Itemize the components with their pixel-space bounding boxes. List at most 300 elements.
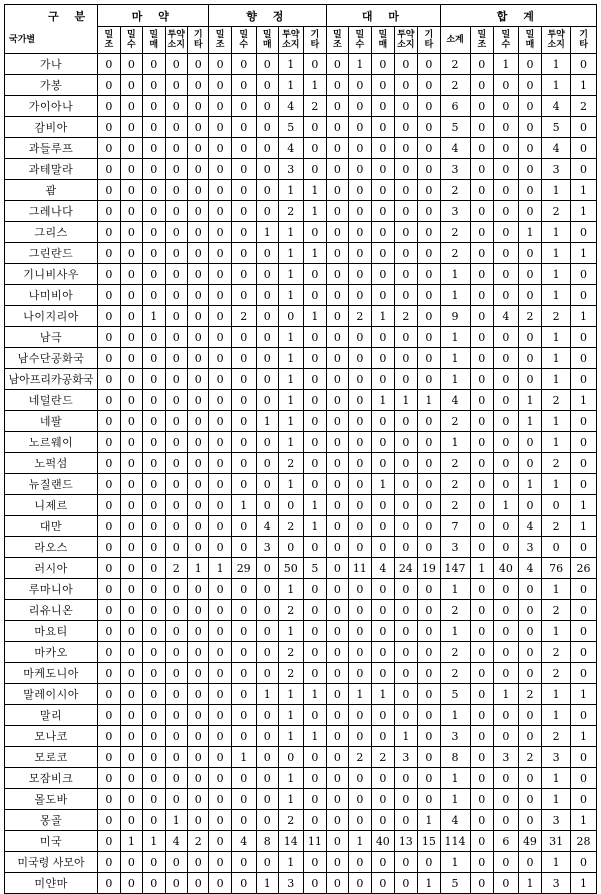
value-cell: 0	[571, 705, 597, 726]
value-cell: 0	[418, 138, 441, 159]
sub-header: 기타	[571, 27, 597, 54]
value-cell: 2	[278, 600, 303, 621]
value-cell: 0	[98, 222, 120, 243]
value-cell: 0	[120, 159, 142, 180]
value-cell: 0	[98, 726, 120, 747]
sub-header: 밀조	[98, 27, 120, 54]
value-cell: 0	[470, 159, 494, 180]
value-cell: 2	[440, 75, 470, 96]
value-cell: 0	[209, 747, 231, 768]
value-cell: 1	[440, 327, 470, 348]
value-cell: 0	[165, 159, 187, 180]
value-cell: 0	[418, 327, 441, 348]
table-row	[5, 306, 597, 327]
value-cell: 0	[418, 180, 441, 201]
country-cell: 니제르	[5, 495, 98, 516]
value-cell: 0	[470, 411, 494, 432]
value-cell: 0	[120, 201, 142, 222]
value-cell: 1	[440, 348, 470, 369]
value-cell: 0	[98, 705, 120, 726]
value-cell: 0	[372, 789, 394, 810]
value-cell: 0	[470, 180, 494, 201]
value-cell: 0	[394, 453, 418, 474]
value-cell: 0	[327, 180, 348, 201]
value-cell: 1	[278, 852, 303, 873]
value-cell: 0	[165, 600, 187, 621]
value-cell: 0	[209, 726, 231, 747]
value-cell: 1	[542, 222, 571, 243]
table-row	[5, 369, 597, 390]
table-row	[5, 285, 597, 306]
value-cell: 0	[143, 432, 165, 453]
value-cell: 0	[143, 768, 165, 789]
value-cell: 1	[440, 705, 470, 726]
value-cell: 0	[256, 579, 278, 600]
value-cell: 3	[256, 537, 278, 558]
value-cell: 0	[470, 579, 494, 600]
value-cell: 0	[494, 138, 519, 159]
value-cell: 1	[278, 768, 303, 789]
value-cell: 1	[494, 684, 519, 705]
value-cell: 0	[143, 117, 165, 138]
value-cell: 0	[494, 96, 519, 117]
value-cell: 0	[394, 810, 418, 831]
value-cell: 0	[98, 390, 120, 411]
value-cell: 15	[418, 831, 441, 852]
value-cell: 2	[278, 516, 303, 537]
value-cell: 6	[440, 96, 470, 117]
table-row	[5, 159, 597, 180]
value-cell: 0	[98, 327, 120, 348]
value-cell: 0	[418, 96, 441, 117]
value-cell: 0	[303, 453, 327, 474]
value-cell: 0	[394, 411, 418, 432]
value-cell: 3	[542, 873, 571, 894]
value-cell: 13	[394, 831, 418, 852]
value-cell: 0	[470, 600, 494, 621]
value-cell: 0	[231, 285, 256, 306]
value-cell: 0	[348, 432, 372, 453]
value-cell: 0	[256, 180, 278, 201]
value-cell: 0	[327, 222, 348, 243]
value-cell: 2	[440, 411, 470, 432]
value-cell: 0	[256, 621, 278, 642]
value-cell: 0	[418, 285, 441, 306]
value-cell: 0	[394, 54, 418, 75]
value-cell: 0	[120, 411, 142, 432]
value-cell: 0	[470, 642, 494, 663]
value-cell: 0	[231, 726, 256, 747]
sub-header: 밀매	[518, 27, 542, 54]
value-cell: 0	[165, 516, 187, 537]
table-row	[5, 390, 597, 411]
value-cell: 0	[209, 201, 231, 222]
value-cell: 0	[518, 579, 542, 600]
table-row	[5, 453, 597, 474]
value-cell: 0	[143, 453, 165, 474]
value-cell: 0	[143, 537, 165, 558]
value-cell: 3	[278, 873, 303, 894]
value-cell: 0	[394, 684, 418, 705]
value-cell: 0	[231, 684, 256, 705]
sub-header: 밀조	[327, 27, 348, 54]
value-cell: 0	[256, 264, 278, 285]
value-cell: 0	[143, 579, 165, 600]
value-cell: 1	[542, 474, 571, 495]
value-cell: 1	[231, 495, 256, 516]
value-cell: 0	[348, 138, 372, 159]
value-cell: 0	[518, 663, 542, 684]
value-cell: 0	[372, 180, 394, 201]
value-cell: 1	[372, 474, 394, 495]
value-cell: 0	[494, 705, 519, 726]
value-cell: 0	[98, 201, 120, 222]
value-cell: 0	[470, 327, 494, 348]
value-cell: 0	[256, 432, 278, 453]
value-cell: 0	[327, 684, 348, 705]
value-cell: 0	[120, 96, 142, 117]
value-cell: 1	[440, 789, 470, 810]
value-cell: 0	[518, 852, 542, 873]
value-cell: 0	[256, 201, 278, 222]
value-cell: 0	[98, 285, 120, 306]
table-row	[5, 327, 597, 348]
value-cell: 1	[303, 684, 327, 705]
value-cell: 0	[187, 390, 208, 411]
value-cell: 0	[231, 453, 256, 474]
value-cell: 0	[120, 495, 142, 516]
value-cell: 0	[327, 243, 348, 264]
value-cell: 0	[494, 411, 519, 432]
value-cell: 0	[209, 432, 231, 453]
value-cell: 0	[143, 663, 165, 684]
value-cell: 0	[98, 54, 120, 75]
value-cell: 1	[278, 369, 303, 390]
value-cell: 0	[394, 117, 418, 138]
value-cell: 0	[571, 222, 597, 243]
value-cell: 0	[256, 558, 278, 579]
value-cell: 0	[394, 180, 418, 201]
value-cell: 0	[303, 327, 327, 348]
value-cell: 0	[518, 642, 542, 663]
value-cell: 0	[98, 138, 120, 159]
country-cell: 마요티	[5, 621, 98, 642]
table-row	[5, 663, 597, 684]
value-cell: 0	[120, 684, 142, 705]
value-cell: 1	[542, 684, 571, 705]
value-cell: 0	[209, 243, 231, 264]
country-cell: 모잠비크	[5, 768, 98, 789]
value-cell: 1	[571, 810, 597, 831]
sub-header: 밀수	[348, 27, 372, 54]
value-cell: 0	[143, 621, 165, 642]
value-cell: 0	[209, 306, 231, 327]
value-cell: 0	[303, 852, 327, 873]
value-cell: 0	[470, 390, 494, 411]
value-cell: 1	[571, 243, 597, 264]
value-cell: 0	[165, 789, 187, 810]
value-cell: 0	[209, 285, 231, 306]
value-cell: 0	[256, 726, 278, 747]
value-cell: 0	[348, 579, 372, 600]
value-cell: 0	[165, 138, 187, 159]
value-cell: 0	[518, 96, 542, 117]
value-cell: 0	[98, 159, 120, 180]
value-cell: 0	[231, 663, 256, 684]
header-row-subcolumns	[5, 27, 597, 54]
value-cell: 49	[518, 831, 542, 852]
country-cell: 나이지리아	[5, 306, 98, 327]
value-cell: 0	[571, 537, 597, 558]
value-cell: 0	[209, 831, 231, 852]
value-cell: 0	[187, 747, 208, 768]
value-cell: 0	[303, 768, 327, 789]
value-cell: 0	[165, 873, 187, 894]
value-cell: 0	[327, 747, 348, 768]
value-cell: 0	[231, 201, 256, 222]
value-cell: 0	[571, 579, 597, 600]
value-cell: 0	[187, 306, 208, 327]
value-cell: 0	[256, 768, 278, 789]
value-cell: 0	[165, 390, 187, 411]
value-cell: 0	[394, 222, 418, 243]
value-cell: 0	[256, 54, 278, 75]
value-cell: 0	[120, 474, 142, 495]
value-cell: 0	[120, 264, 142, 285]
value-cell: 1	[440, 285, 470, 306]
value-cell: 1	[494, 54, 519, 75]
value-cell: 0	[187, 369, 208, 390]
value-cell: 1	[542, 768, 571, 789]
header-row-groups	[5, 5, 597, 27]
value-cell: 0	[187, 117, 208, 138]
country-cell: 그레나다	[5, 201, 98, 222]
value-cell: 0	[98, 96, 120, 117]
value-cell: 0	[143, 726, 165, 747]
value-cell: 0	[394, 705, 418, 726]
country-cell: 감비아	[5, 117, 98, 138]
value-cell: 0	[303, 789, 327, 810]
country-cell: 기니비사우	[5, 264, 98, 285]
value-cell: 0	[372, 285, 394, 306]
corner-top-label: 구 분	[5, 5, 98, 27]
value-cell: 0	[98, 474, 120, 495]
value-cell: 0	[165, 705, 187, 726]
value-cell: 0	[165, 495, 187, 516]
country-cell: 말리	[5, 705, 98, 726]
value-cell: 1	[256, 222, 278, 243]
value-cell: 0	[418, 537, 441, 558]
value-cell: 0	[494, 285, 519, 306]
value-cell: 0	[394, 579, 418, 600]
table-row	[5, 54, 597, 75]
value-cell: 3	[440, 537, 470, 558]
value-cell: 0	[231, 243, 256, 264]
value-cell: 1	[256, 411, 278, 432]
value-cell: 0	[209, 75, 231, 96]
value-cell: 1	[542, 180, 571, 201]
value-cell: 0	[327, 369, 348, 390]
value-cell: 0	[165, 726, 187, 747]
value-cell: 1	[278, 411, 303, 432]
value-cell: 0	[143, 264, 165, 285]
value-cell: 0	[394, 348, 418, 369]
value-cell: 1	[440, 852, 470, 873]
value-cell: 0	[143, 705, 165, 726]
value-cell: 0	[494, 600, 519, 621]
value-cell: 2	[440, 495, 470, 516]
value-cell: 0	[303, 537, 327, 558]
value-cell: 5	[440, 684, 470, 705]
value-cell: 0	[98, 600, 120, 621]
value-cell: 0	[209, 873, 231, 894]
value-cell: 0	[209, 537, 231, 558]
value-cell: 1	[187, 558, 208, 579]
value-cell: 2	[440, 180, 470, 201]
sub-header: 투약소지	[165, 27, 187, 54]
value-cell: 0	[372, 369, 394, 390]
value-cell: 0	[418, 852, 441, 873]
value-cell: 0	[348, 495, 372, 516]
value-cell: 0	[231, 516, 256, 537]
value-cell: 0	[394, 75, 418, 96]
country-cell: 괌	[5, 180, 98, 201]
value-cell: 1	[542, 264, 571, 285]
value-cell: 2	[303, 96, 327, 117]
value-cell: 0	[187, 159, 208, 180]
value-cell: 0	[372, 852, 394, 873]
country-cell: 뉴질랜드	[5, 474, 98, 495]
value-cell: 0	[518, 75, 542, 96]
table-row	[5, 75, 597, 96]
value-cell: 0	[348, 768, 372, 789]
value-cell: 1	[470, 558, 494, 579]
value-cell: 0	[470, 75, 494, 96]
value-cell: 2	[440, 474, 470, 495]
value-cell: 0	[394, 159, 418, 180]
value-cell: 0	[418, 369, 441, 390]
value-cell: 0	[470, 201, 494, 222]
value-cell: 1	[278, 705, 303, 726]
value-cell: 0	[143, 201, 165, 222]
value-cell: 0	[372, 705, 394, 726]
value-cell: 0	[327, 873, 348, 894]
value-cell: 0	[348, 789, 372, 810]
value-cell: 0	[120, 768, 142, 789]
value-cell: 0	[187, 432, 208, 453]
value-cell: 0	[571, 453, 597, 474]
value-cell: 0	[418, 516, 441, 537]
value-cell: 0	[418, 117, 441, 138]
value-cell: 0	[278, 495, 303, 516]
value-cell: 0	[278, 537, 303, 558]
country-cell: 노퍽섬	[5, 453, 98, 474]
table-row	[5, 642, 597, 663]
value-cell: 0	[470, 495, 494, 516]
value-cell: 0	[120, 180, 142, 201]
value-cell: 1	[394, 726, 418, 747]
value-cell: 0	[470, 54, 494, 75]
value-cell: 0	[348, 117, 372, 138]
value-cell: 0	[143, 495, 165, 516]
value-cell: 0	[418, 159, 441, 180]
value-cell: 0	[327, 705, 348, 726]
value-cell: 0	[348, 663, 372, 684]
sub-header: 기타	[418, 27, 441, 54]
value-cell: 0	[187, 327, 208, 348]
value-cell: 0	[187, 516, 208, 537]
value-cell: 0	[187, 453, 208, 474]
value-cell: 0	[348, 243, 372, 264]
sub-header: 기타	[187, 27, 208, 54]
value-cell: 0	[372, 348, 394, 369]
value-cell: 0	[303, 348, 327, 369]
value-cell: 0	[209, 159, 231, 180]
value-cell: 0	[327, 516, 348, 537]
value-cell: 3	[440, 159, 470, 180]
value-cell: 0	[348, 852, 372, 873]
value-cell: 0	[348, 285, 372, 306]
value-cell: 2	[542, 453, 571, 474]
value-cell: 0	[98, 495, 120, 516]
value-cell: 0	[303, 264, 327, 285]
value-cell: 0	[571, 600, 597, 621]
value-cell: 0	[327, 831, 348, 852]
value-cell: 0	[143, 873, 165, 894]
value-cell: 0	[209, 600, 231, 621]
value-cell: 0	[143, 411, 165, 432]
value-cell: 0	[494, 642, 519, 663]
value-cell: 1	[542, 327, 571, 348]
value-cell: 0	[120, 663, 142, 684]
value-cell: 0	[394, 285, 418, 306]
value-cell: 0	[327, 663, 348, 684]
value-cell: 0	[231, 411, 256, 432]
value-cell: 0	[327, 138, 348, 159]
value-cell: 0	[209, 390, 231, 411]
value-cell: 0	[187, 411, 208, 432]
value-cell: 0	[470, 222, 494, 243]
value-cell: 0	[394, 537, 418, 558]
value-cell: 0	[165, 117, 187, 138]
country-cell: 남극	[5, 327, 98, 348]
value-cell: 0	[470, 285, 494, 306]
value-cell: 0	[303, 705, 327, 726]
value-cell: 2	[518, 306, 542, 327]
value-cell: 5	[440, 117, 470, 138]
value-cell: 0	[98, 243, 120, 264]
country-cell: 모나코	[5, 726, 98, 747]
value-cell: 0	[209, 453, 231, 474]
value-cell: 0	[120, 621, 142, 642]
value-cell: 1	[542, 54, 571, 75]
value-cell: 0	[327, 810, 348, 831]
value-cell: 0	[418, 768, 441, 789]
value-cell: 0	[165, 285, 187, 306]
value-cell: 0	[143, 684, 165, 705]
value-cell: 3	[440, 201, 470, 222]
value-cell: 0	[470, 516, 494, 537]
value-cell: 0	[518, 621, 542, 642]
value-cell: 0	[209, 516, 231, 537]
value-cell: 31	[542, 831, 571, 852]
value-cell: 0	[418, 54, 441, 75]
table-row	[5, 747, 597, 768]
value-cell: 0	[165, 411, 187, 432]
value-cell: 4	[440, 390, 470, 411]
value-cell: 0	[98, 180, 120, 201]
value-cell: 0	[348, 621, 372, 642]
